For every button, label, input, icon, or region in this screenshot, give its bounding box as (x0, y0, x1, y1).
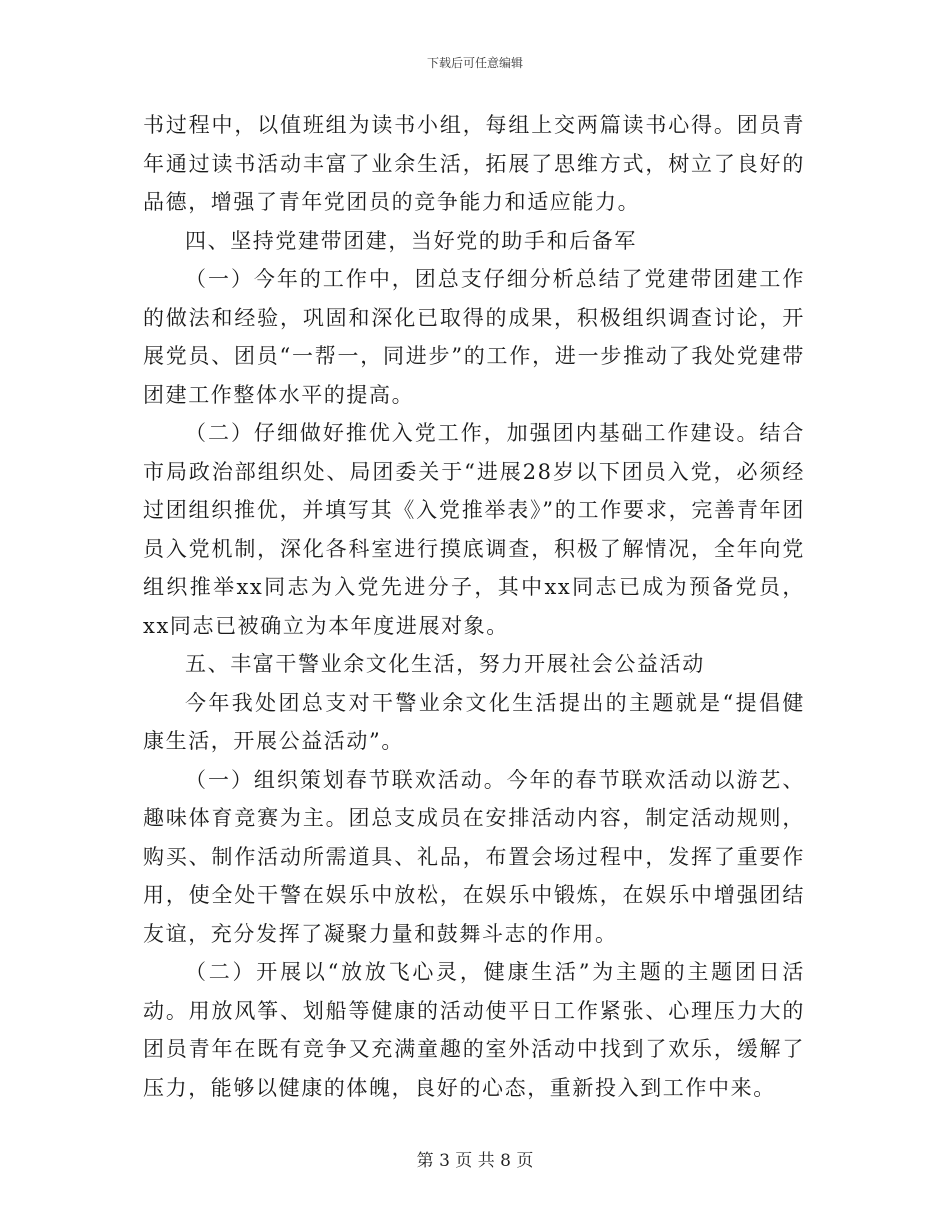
paragraph: 今年我处团总支对干警业余文化生活提出的主题就是“提倡健康生活，开展公益活动”。 (143, 690, 805, 753)
section-heading: 四、坚持党建带团建，当好党的助手和后备军 (185, 228, 637, 253)
paragraph: 书过程中，以值班组为读书小组，每组上交两篇读书心得。团员青年通过读书活动丰富了业余生活，拓展了思维方式，树立了良好的品德，增强了青年党团员的竞争能力和适应能力。 (143, 113, 805, 214)
document-body (143, 106, 805, 1107)
paragraph: （二）仔细做好推优入党工作，加强团内基础工作建设。结合市局政治部组织处、局团委关于“进展28岁以下团员入党，必须经过团组织推优，并填写其《入党推举表》”的工作要求，完善青年团员入党机制，深化各科室进行摸底调查，积极了解情况，全年向党组织推举xx同志为入党先进分子，其中xx同志已成为预备党员，xx同志已被确立为本年度进展对象。 (143, 421, 805, 638)
section-heading: 五、丰富干警业余文化生活，努力开展社会公益活动 (185, 652, 705, 676)
page-number: 第 3 页 共 8 页 (416, 1151, 534, 1171)
paragraph: （一）组织策划春节联欢活动。今年的春节联欢活动以游艺、趣味体育竞赛为主。团总支成员在安排活动内容，制定活动规则，购买、制作活动所需道具、礼品，布置会场过程中，发挥了重要作用，使全处干警在娱乐中放松，在娱乐中锻炼，在娱乐中增强团结友谊，充分发挥了凝聚力量和鼓舞斗志的作用。 (143, 767, 805, 946)
page-header: 下载后可任意编辑 (426, 56, 523, 70)
paragraph: （二）开展以“放放飞心灵，健康生活”为主题的主题团日活动。用放风筝、划船等健康的活动使平日工作紧张、心理压力大的团员青年在既有竞争又充满童趣的室外活动中找到了欢乐，缓解了压力，能够以健康的体魄，良好的心态，重新投入到工作中来。 (143, 960, 805, 1100)
paragraph: （一）今年的工作中，团总支仔细分析总结了党建带团建工作的做法和经验，巩固和深化已取得的成果，积极组织调查讨论，开展党员、团员“一帮一，同进步”的工作，进一步推动了我处党建带团建工作整体水平的提高。 (143, 267, 805, 407)
